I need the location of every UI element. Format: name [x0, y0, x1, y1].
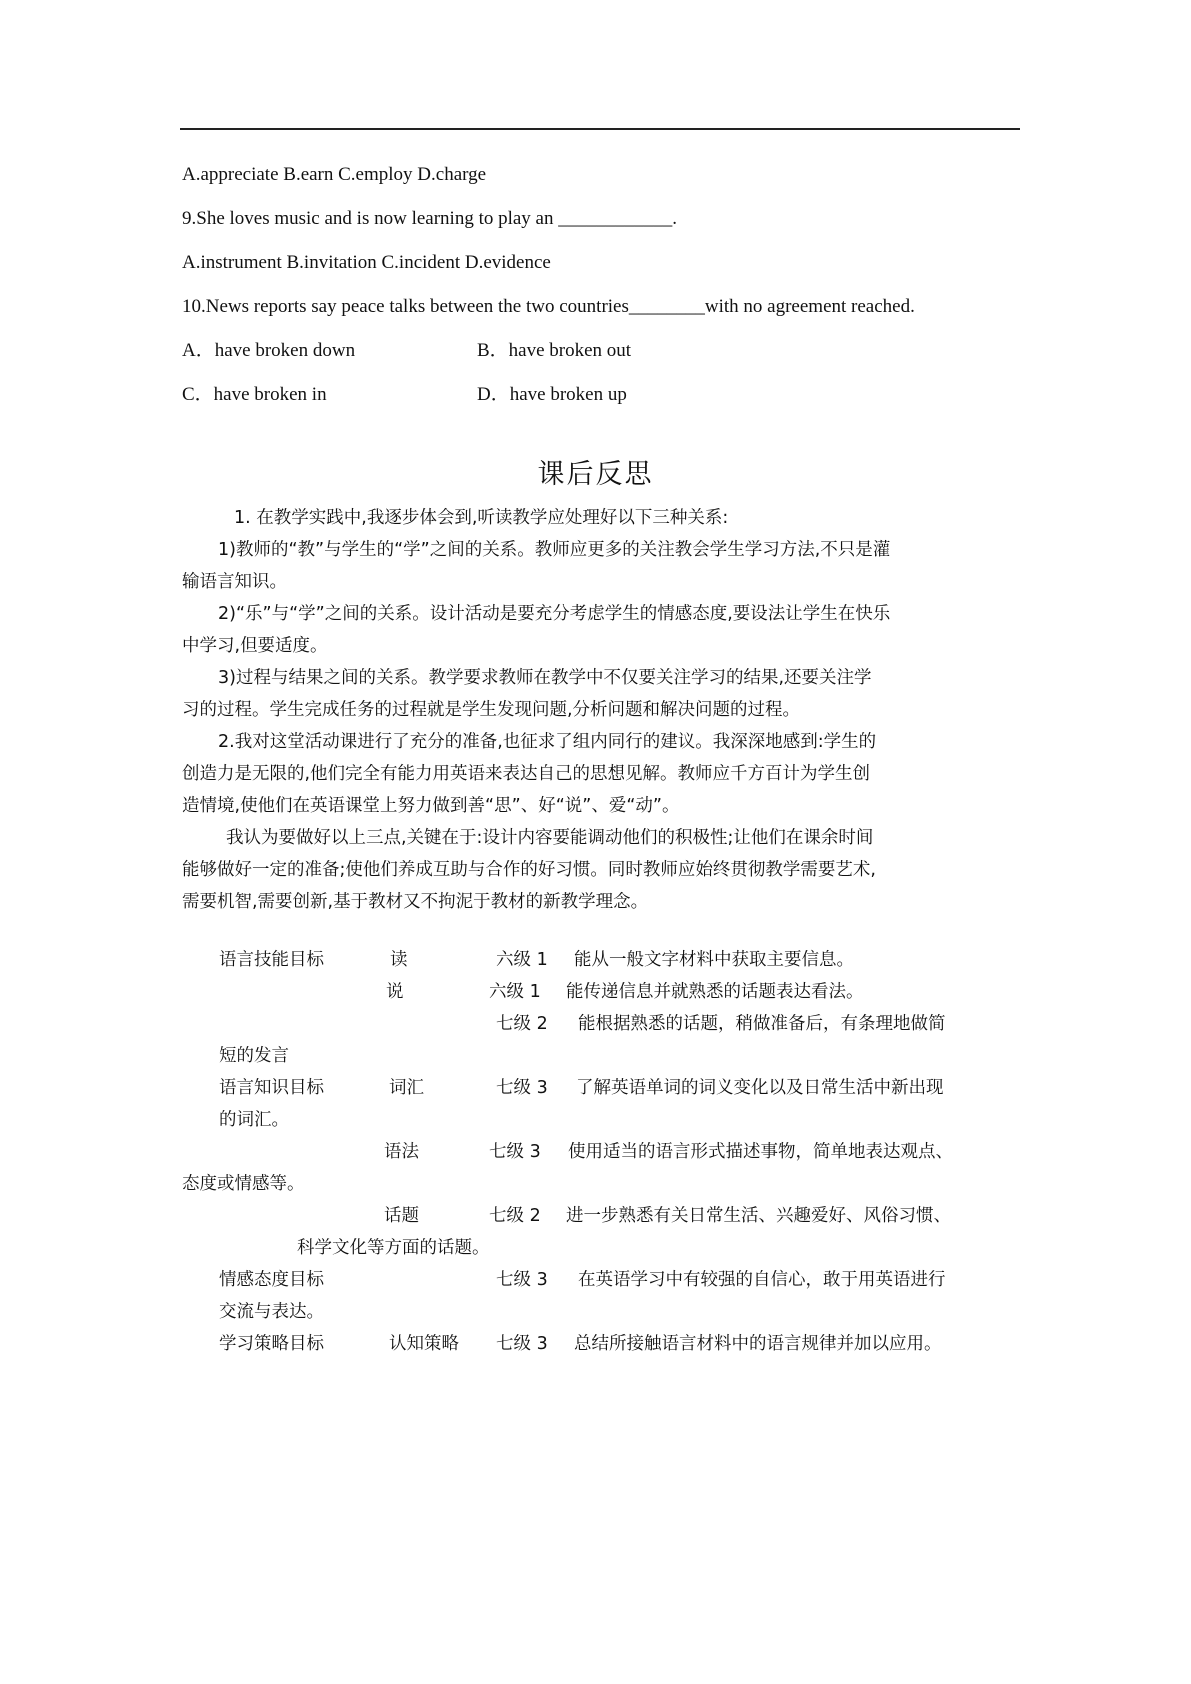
objective-vocab-desc-cont: 的词汇。 — [219, 1110, 289, 1130]
objective-topic-desc-cont: 科学文化等方面的话题。 — [297, 1238, 490, 1258]
objective-topic-level: 七级 2 — [489, 1206, 541, 1226]
reflection-line: 我认为要做好以上三点,关键在于:设计内容要能调动他们的积极性;让他们在课余时间 — [226, 828, 874, 848]
objective-strategy-level: 七级 3 — [496, 1334, 548, 1354]
q9-options: A.instrument B.invitation C.incident D.evidence — [182, 252, 551, 273]
objective-grammar-desc: 使用适当的语言形式描述事物，简单地表达观点、 — [568, 1142, 953, 1162]
header-rule — [180, 128, 1020, 130]
q10-option-b: B．have broken out — [477, 340, 632, 361]
objective-read-desc: 能从一般文字材料中获取主要信息。 — [574, 950, 854, 970]
objective-read-level: 六级 1 — [496, 950, 548, 970]
objective-topic-label: 话题 — [384, 1206, 419, 1226]
objective-speak-desc: 能根据熟悉的话题，稍做准备后，有条理地做简 — [578, 1014, 946, 1034]
objective-skill-label: 语言技能目标 — [219, 950, 324, 970]
reflection-line: 需要机智,需要创新,基于教材又不拘泥于教材的新教学理念。 — [182, 892, 649, 912]
objective-strategy-desc: 总结所接触语言材料中的语言规律并加以应用。 — [574, 1334, 942, 1354]
objective-speak-level: 六级 1 — [489, 982, 541, 1002]
reflection-line: 3)过程与结果之间的关系。教学要求教师在教学中不仅要关注学习的结果,还要关注学 — [218, 668, 872, 688]
objective-speak-label: 说 — [386, 982, 404, 1002]
q8-options: A.appreciate B.earn C.employ D.charge — [182, 164, 487, 185]
objective-affect-label: 情感态度目标 — [219, 1270, 324, 1290]
objective-strategy-label: 学习策略目标 — [219, 1334, 324, 1354]
reflection-line: 1. 在教学实践中,我逐步体会到,听读教学应处理好以下三种关系: — [234, 508, 729, 528]
reflection-line: 创造力是无限的,他们完全有能力用英语来表达自己的思想见解。教师应千方百计为学生创 — [182, 764, 871, 784]
q10-option-a: A．have broken down — [182, 340, 356, 361]
objective-affect-desc: 在英语学习中有较强的自信心，敢于用英语进行 — [578, 1270, 946, 1290]
reflection-line: 2.我对这堂活动课进行了充分的准备,也征求了组内同行的建议。我深深地感到:学生的 — [218, 732, 877, 752]
objective-affect-level: 七级 3 — [496, 1270, 548, 1290]
reflection-line: 1)教师的“教”与学生的“学”之间的关系。教师应更多的关注教会学生学习方法,不只是灌 — [218, 540, 891, 560]
objective-topic-desc: 进一步熟悉有关日常生活、兴趣爱好、风俗习惯、 — [566, 1206, 951, 1226]
q10-stem: 10.News reports say peace talks between the two countries________with no agreement reached. — [182, 296, 915, 317]
q10-option-d: D．have broken up — [477, 384, 627, 405]
reflection-line: 输语言知识。 — [182, 572, 287, 592]
objective-speak-level: 七级 2 — [496, 1014, 548, 1034]
reflection-line: 中学习,但要适度。 — [182, 636, 328, 656]
objective-cognitive-label: 认知策略 — [389, 1334, 459, 1354]
reflection-title: 课后反思 — [537, 459, 654, 490]
reflection-line: 2)“乐”与“学”之间的关系。设计活动是要充分考虑学生的情感态度,要设法让学生在快乐 — [218, 604, 891, 624]
reflection-line: 习的过程。学生完成任务的过程就是学生发现问题,分析问题和解决问题的过程。 — [182, 700, 801, 720]
objective-read-label: 读 — [390, 950, 408, 970]
objective-vocab-level: 七级 3 — [496, 1078, 548, 1098]
objective-grammar-level: 七级 3 — [489, 1142, 541, 1162]
objective-speak-desc: 能传递信息并就熟悉的话题表达看法。 — [566, 982, 864, 1002]
objective-vocab-desc: 了解英语单词的词义变化以及日常生活中新出现 — [576, 1078, 944, 1098]
objective-speak-desc-cont: 短的发言 — [219, 1046, 289, 1066]
objective-knowledge-label: 语言知识目标 — [219, 1078, 324, 1098]
q10-option-c: C．have broken in — [182, 384, 327, 405]
reflection-line: 造情境,使他们在英语课堂上努力做到善“思”、好“说”、爱“动”。 — [182, 796, 680, 816]
objective-grammar-desc-cont: 态度或情感等。 — [182, 1174, 305, 1194]
reflection-line: 能够做好一定的准备;使他们养成互助与合作的好习惯。同时教师应始终贯彻教学需要艺术, — [182, 860, 876, 880]
objective-grammar-label: 语法 — [384, 1142, 419, 1162]
objective-affect-desc-cont: 交流与表达。 — [219, 1302, 324, 1322]
objective-vocab-label: 词汇 — [389, 1078, 424, 1098]
q9-stem: 9.She loves music and is now learning to play an ____________. — [182, 208, 677, 229]
